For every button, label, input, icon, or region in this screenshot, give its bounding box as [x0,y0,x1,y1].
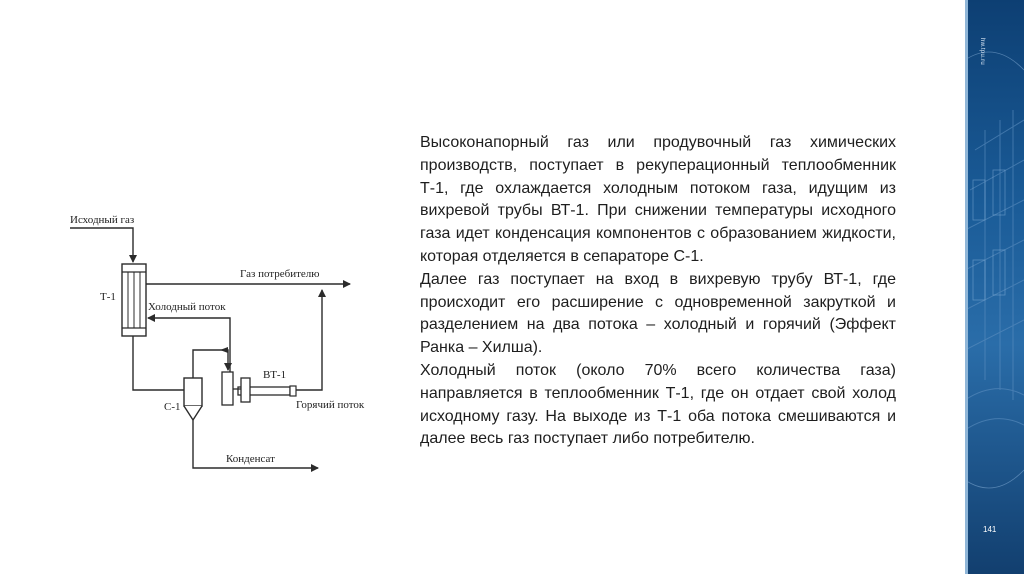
label-gas-to-consumer: Газ потребителю [240,268,320,280]
label-hot-flow: Горячий поток [296,399,365,411]
t1-to-separator-line [133,336,184,390]
label-condensate: Конденсат [226,453,275,465]
label-separator: С-1 [164,401,181,413]
paragraph-3: Холодный поток (около 70% всего количества газа) направляется в теплообменник Т-1, где он отдает свой холод исходному газу. На выходе из Т-1 оба потока смешиваются и далее весь газ поступает либо потребителю. [420,361,896,448]
description-text [420,132,896,451]
label-heat-exchanger: Т-1 [100,291,116,303]
label-cold-flow: Холодный поток [148,301,226,313]
label-vortex-tube: ВТ-1 [263,369,287,381]
building-decoration [965,0,1024,574]
paragraph-1: Высоконапорный газ или продувочный газ химических производств, поступает в рекуперационный теплообменник Т-1, где охлаждается холодным потоком газа, идущим из вихревой трубы ВТ-1. При снижении температуры исходного газа идет конденсация компонентов с образованием жидкости, которая отделяется в сепараторе С-1. [420,134,896,265]
sidebar-banner [965,0,1024,574]
heat-exchanger-t1 [122,264,146,336]
site-label: hw.tpu.ru [979,38,985,66]
inlet-gas-line [70,228,133,262]
label-inlet-gas: Исходный газ [70,214,135,226]
process-diagram [60,200,390,490]
hot-return-line [295,290,322,390]
separator-c1 [184,378,202,420]
sidebar-divider [965,0,968,574]
flow-arrow [220,347,228,353]
cold-flow-line [148,318,230,372]
paragraph-2: Далее газ поступает на вход в вихревую трубу ВТ-1, где происходит его расширение с одновременной закруткой и разделением на два потока – холодный и горячий (Эффект Ранка – Хилша). [420,270,896,357]
page-number: 141 [983,525,997,534]
